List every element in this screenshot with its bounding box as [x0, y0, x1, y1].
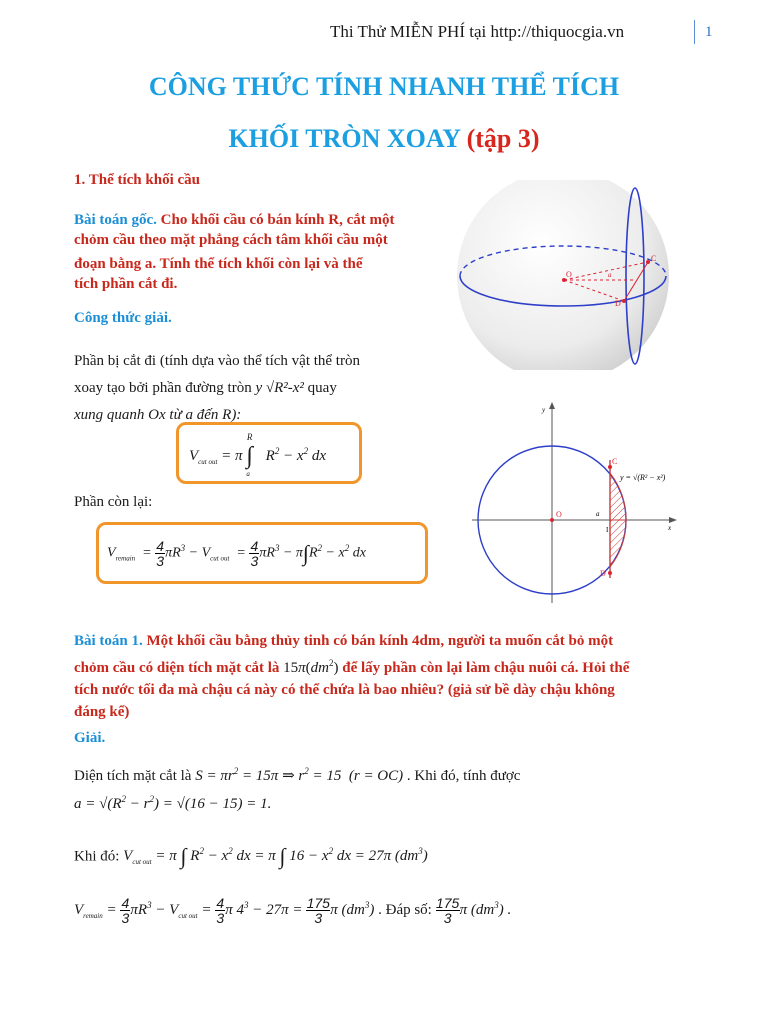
solution-line-4: $V_{remain}$ = $\frac{4}{3}$ $\pi R^3 - V_{cut out}$ = $\frac{4}{3}$ π $4^3 - 27\pi$ = $\frac{175}{3}$ π $(dm^3)$ . Đáp số: $\frac{175}{3}$ π $(dm^3)$ .: [74, 895, 512, 926]
cut-text2b: quay: [307, 380, 337, 396]
page-title-line2: [0, 124, 768, 154]
problem-1-line1: Một khối cầu bằng thủy tinh có bán kính 4dm, người ta muốn cắt bỏ một: [146, 633, 614, 649]
problem-root-text3: đoạn bằng a. Tính thể tích khối còn lại và thể: [74, 256, 363, 272]
point-d2: [608, 571, 612, 575]
sol-line4b: . Đáp số:: [378, 901, 432, 918]
problem-root-text2: chỏm cầu theo mặt phẳng cách tâm khối cầu một: [74, 232, 388, 248]
label-d: D: [615, 299, 621, 308]
label-o2: O: [556, 510, 562, 519]
formula-heading: Công thức giải.: [74, 310, 172, 326]
title-blue: KHỐI TRÒN XOAY: [228, 124, 461, 153]
problem-1: [74, 630, 714, 723]
sol-cut-eq: $V_{cut out} = \pi$ ∫ $R^2 - x^2$ dx = π ∫ $16 - x^2$ dx = 27π $(dm^3)$: [123, 844, 428, 869]
sol-line3a: Khi đó:: [74, 848, 120, 865]
label-i: I: [606, 526, 609, 534]
y-axis-arrow: [549, 402, 555, 409]
page-number: 1: [694, 20, 735, 44]
circle-eq: y √R²‑x²: [255, 380, 304, 396]
sol-area-eq: $S = \pi r^2 = 15\pi$ ⇒ $r^2 = 15$ (r = OC): [195, 766, 404, 784]
remain-heading: Phần còn lại:: [74, 494, 153, 510]
problem-1-line2b: để lấy phần còn lại làm chậu nuôi cá. Hỏi thể: [342, 660, 630, 676]
problem-root-text1: Cho khối cầu có bán kính R, cắt một: [160, 212, 395, 228]
area-value: $15\pi(dm^2)$: [283, 658, 339, 676]
page-title-line1: CÔNG THỨC TÍNH NHANH THỂ TÍCH: [148, 72, 620, 101]
title-red: (tập 3): [466, 124, 540, 153]
problem-root-label: Bài toán gốc.: [74, 212, 157, 228]
solution-label: Giải.: [74, 730, 106, 746]
solution-line-3: [74, 844, 428, 870]
solution-line-2: $a = √(R^2 - r^2) = √(16 - 15) = 1$.: [74, 794, 272, 812]
label-a: a: [608, 271, 612, 279]
problem-1-line3: tích nước tối đa mà chậu cá này có thể chứa là bao nhiêu? (giả sử bề dày chậu không: [74, 682, 615, 698]
sol-line1b: . Khi đó, tính được: [406, 768, 521, 784]
label-c2: C: [612, 457, 618, 466]
solution-line-1: [74, 766, 520, 785]
sphere-figure: [448, 180, 678, 370]
problem-root-cont: [74, 254, 444, 294]
circle-figure: [472, 398, 702, 608]
cut-volume-formula: $V_{cut out} = \pi$ ∫$^R_a$ $R^2 - x^2$ dx: [189, 431, 327, 478]
problem-root-text4: tích phần cắt đi.: [74, 276, 178, 292]
sol-line1a: Diện tích mặt cắt là: [74, 768, 192, 784]
problem-1-label: Bài toán 1.: [74, 633, 143, 649]
cut-region-lower: [610, 520, 626, 567]
label-d2: D: [600, 569, 606, 578]
label-y: y: [542, 406, 546, 414]
cut-volume-formula-box: [176, 422, 362, 484]
remain-volume-formula-box: [96, 522, 428, 584]
remain-volume-formula: $V_{remain}$ = $\frac{4}{3}$ $\pi R^3 - V_{cut out}$ = $\frac{4}{3}$ $\pi R^3 - \pi\int R^2 - x^2$ dx: [107, 538, 366, 569]
origin-point: [550, 518, 554, 522]
label-o: O: [566, 270, 572, 279]
curve-label: y = √(R² − x²): [620, 473, 666, 482]
problem-1-line4: đáng kể): [74, 704, 130, 720]
point-c: [646, 260, 650, 264]
section-heading: 1. Thể tích khối cầu: [74, 172, 200, 188]
header-text: Thi Thử MIỄN PHÍ tại http://thiquocgia.vn: [330, 22, 625, 41]
cut-text3: xung quanh Ox từ a đến R):: [74, 407, 242, 423]
cut-text2a: xoay tạo bởi phần đường tròn: [74, 380, 252, 396]
problem-1-line2a: chỏm cầu có diện tích mặt cắt là: [74, 660, 280, 676]
x-axis-arrow: [669, 517, 677, 523]
label-c: C: [651, 254, 657, 263]
point-d: [622, 299, 626, 303]
label-x: x: [668, 524, 672, 532]
cut-text1: Phần bị cắt đi (tính dựa vào thể tích vật thể tròn: [74, 353, 360, 369]
label-a2: a: [596, 510, 600, 518]
sphere-body: [457, 180, 669, 370]
problem-root: [74, 210, 444, 250]
cut-paragraph: [74, 348, 454, 429]
